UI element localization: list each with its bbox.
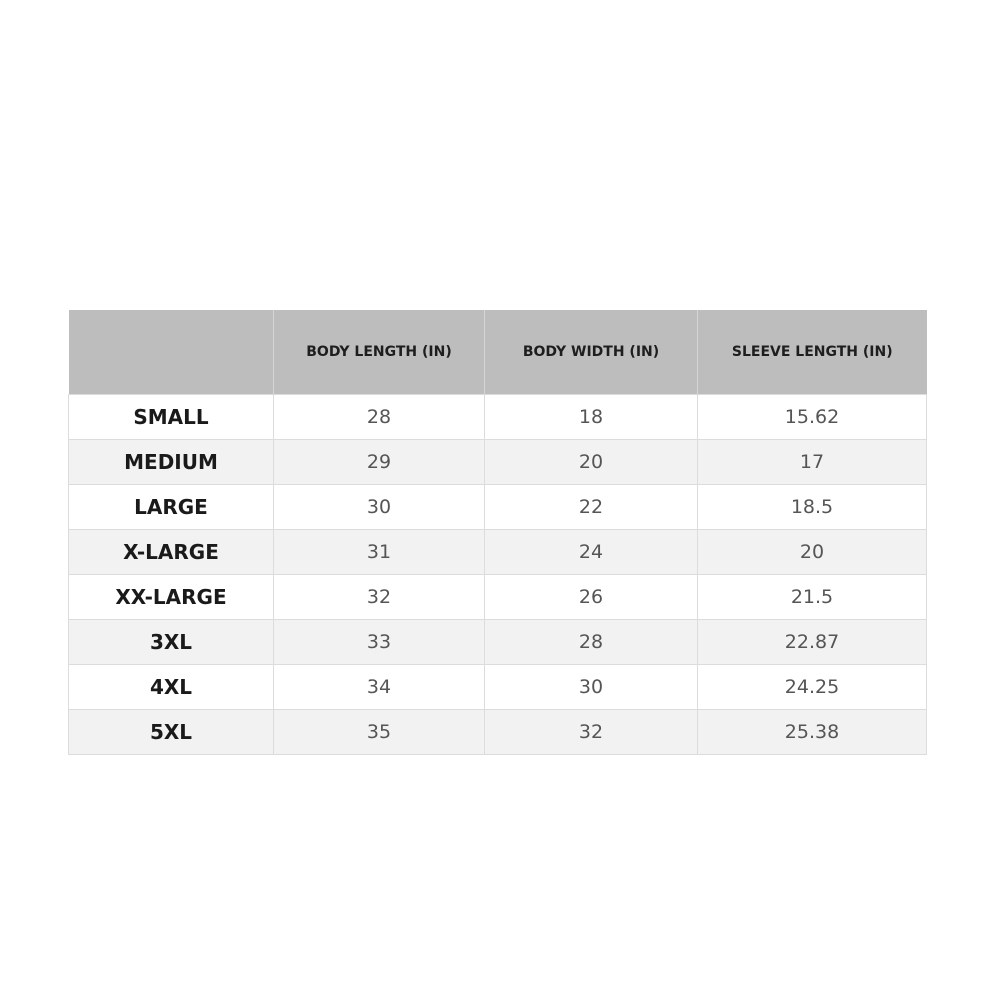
body-width-cell: 18 — [485, 395, 698, 440]
body-length-cell: 32 — [274, 575, 485, 620]
sleeve-length-cell: 20 — [698, 530, 927, 575]
sleeve-length-cell: 25.38 — [698, 710, 927, 755]
sleeve-length-cell: 22.87 — [698, 620, 927, 665]
sleeve-length-cell: 15.62 — [698, 395, 927, 440]
size-label: MEDIUM — [69, 440, 274, 485]
body-length-cell: 33 — [274, 620, 485, 665]
sleeve-length-cell: 21.5 — [698, 575, 927, 620]
size-chart-header — [69, 310, 927, 395]
body-length-cell: 28 — [274, 395, 485, 440]
sleeve-length-cell: 24.25 — [698, 665, 927, 710]
table-row — [69, 440, 927, 485]
size-label: 3XL — [69, 620, 274, 665]
size-chart-body — [69, 395, 927, 755]
size-label: SMALL — [69, 395, 274, 440]
table-row — [69, 395, 927, 440]
size-label: 5XL — [69, 710, 274, 755]
table-row — [69, 710, 927, 755]
body-width-cell: 22 — [485, 485, 698, 530]
size-label: XX-LARGE — [69, 575, 274, 620]
header-size-corner — [69, 310, 274, 395]
body-width-cell: 24 — [485, 530, 698, 575]
body-width-cell: 32 — [485, 710, 698, 755]
size-label: 4XL — [69, 665, 274, 710]
header-sleeve-length: SLEEVE LENGTH (IN) — [698, 310, 927, 395]
body-width-cell: 26 — [485, 575, 698, 620]
table-row — [69, 575, 927, 620]
header-body-width: BODY WIDTH (IN) — [485, 310, 698, 395]
sleeve-length-cell: 17 — [698, 440, 927, 485]
size-label: LARGE — [69, 485, 274, 530]
body-length-cell: 31 — [274, 530, 485, 575]
body-width-cell: 20 — [485, 440, 698, 485]
body-width-cell: 30 — [485, 665, 698, 710]
header-body-length: BODY LENGTH (IN) — [274, 310, 485, 395]
body-length-cell: 30 — [274, 485, 485, 530]
body-length-cell: 29 — [274, 440, 485, 485]
table-row — [69, 530, 927, 575]
table-row — [69, 485, 927, 530]
body-length-cell: 34 — [274, 665, 485, 710]
table-row — [69, 620, 927, 665]
body-width-cell: 28 — [485, 620, 698, 665]
header-row — [69, 310, 927, 395]
body-length-cell: 35 — [274, 710, 485, 755]
size-chart-table — [68, 310, 927, 755]
sleeve-length-cell: 18.5 — [698, 485, 927, 530]
size-label: X-LARGE — [69, 530, 274, 575]
table-row — [69, 665, 927, 710]
